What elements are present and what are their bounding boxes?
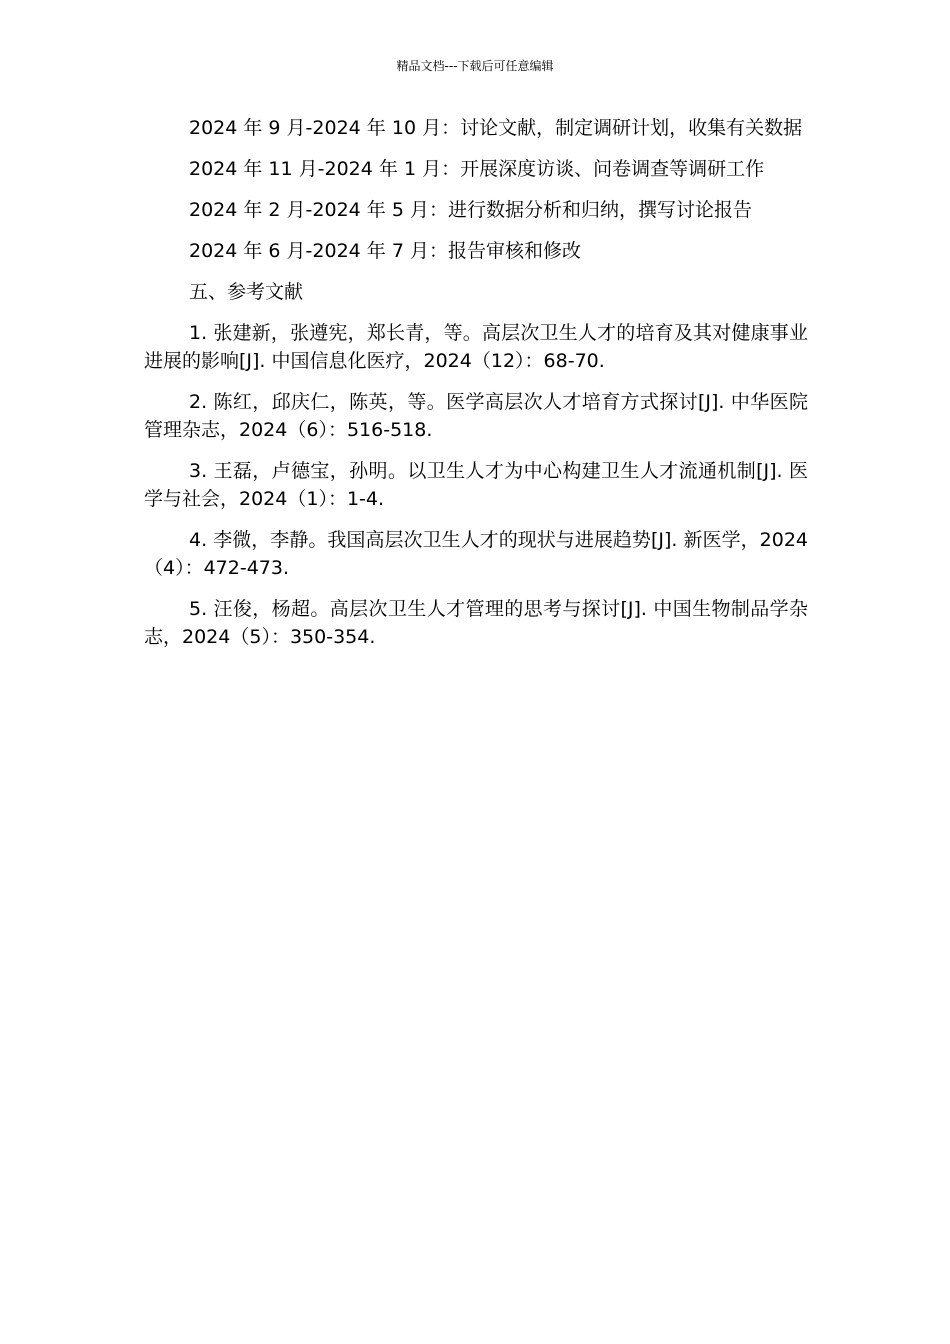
schedule-item: 2024 年 11 月-2024 年 1 月：开展深度访谈、问卷调查等调研工作 <box>189 158 765 180</box>
section-heading: 五、参考文献 <box>189 281 304 303</box>
schedule-item: 2024 年 6 月-2024 年 7 月：报告审核和修改 <box>189 240 581 262</box>
reference-item: 2. 陈红，邱庆仁，陈英，等。医学高层次人才培育方式探讨[J]. 中华医院管理杂志，2024（6）：516-518. <box>144 391 808 441</box>
reference-item: 1. 张建新，张遵宪，郑长青，等。高层次卫生人才的培育及其对健康事业进展的影响[J]. 中国信息化医疗，2024（12）：68-70. <box>144 322 808 372</box>
reference-item: 4. 李微，李静。我国高层次卫生人才的现状与进展趋势[J]. 新医学，2024（4）：472-473. <box>144 529 808 579</box>
reference-item: 5. 汪俊，杨超。高层次卫生人才管理的思考与探讨[J]. 中国生物制品学杂志，2024（5）：350-354. <box>144 598 808 648</box>
schedule-item: 2024 年 9 月-2024 年 10 月：讨论文献，制定调研计划，收集有关数据 <box>189 117 803 139</box>
document-body <box>144 114 808 664</box>
schedule-item: 2024 年 2 月-2024 年 5 月：进行数据分析和归纳，撰写讨论报告 <box>189 199 752 221</box>
page-header: 精品文档---下载后可任意编辑 <box>396 59 554 73</box>
reference-item: 3. 王磊，卢德宝，孙明。以卫生人才为中心构建卫生人才流通机制[J]. 医学与社会，2024（1）：1-4. <box>144 460 808 510</box>
